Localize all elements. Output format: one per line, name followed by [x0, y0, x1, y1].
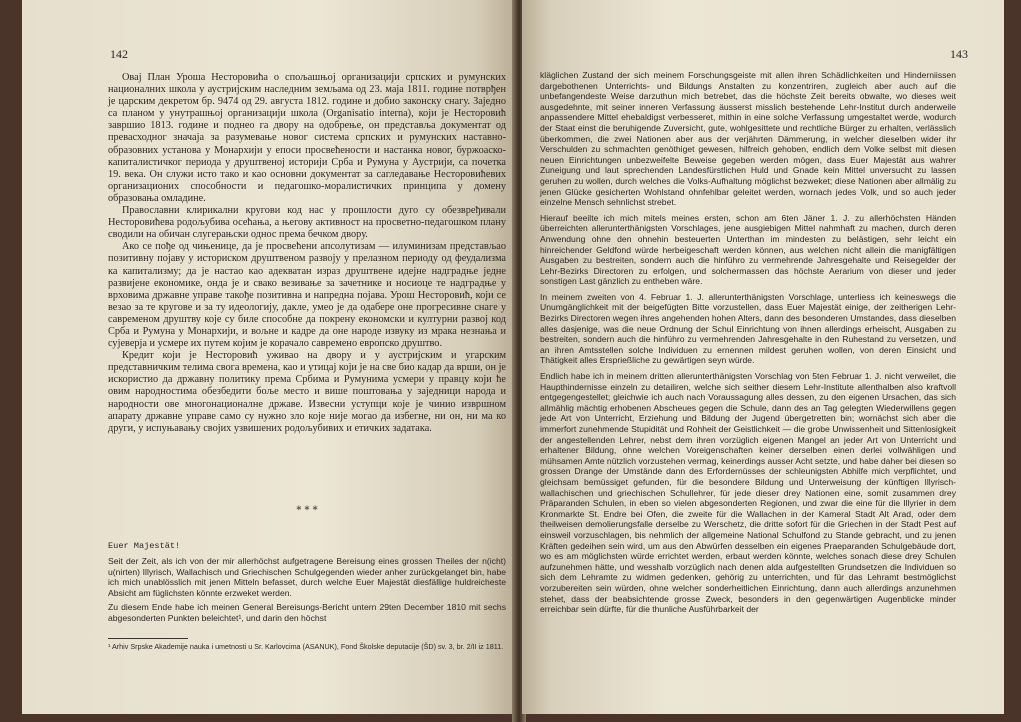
german-text-block	[108, 556, 506, 628]
paragraph: Seit der Zeit, als ich von der mir allerhöchst aufgetragene Bereisung eines grossen Theiles der n(icht) u(nirten) Illyrisch, Wallachisch und Griechischen Schulgegenden wieder anher zurückgelanget bin, habe ich mich unablösslich mit jenen Mitteln befasset, durch welche Euer Majestät diesfällige huldreicheste Absicht am füglichsten könnte erzweket werden.	[108, 556, 506, 598]
left-page	[22, 0, 516, 714]
paragraph: Овај План Уроша Несторовића о спољашњој организацији српских и румунских националних школа у аустријским наследним земљама од 23. маја 1811. године потврђен је царским декретом бр. 9474 од 29. августа 1812. године и добио законску снагу. Заједно са планом у унутрашњој организацији школа (Organisatio interna), који је Несторовић завршио 1813. године и поднео га двору на одобрење, он представља документат од превасходног значаја за разумевање новог система српских и румунских наставно-образовних установа у Монархији у епоси просвећености и настанка новог, буржоаско-капиталистичког периода у друштвеној историји Срба и Румуна у Аустрији, са почетка 19. века. Он служи исто тако и као основни документат за сагледавање Несторовићевих организационих способности и педагошко-моралистичких принципа у домену образовања омладине.	[108, 72, 506, 204]
section-separator: * * *	[296, 505, 318, 516]
paragraph: Zu diesem Ende habe ich meinen General Bereisungs-Bericht untern 29ten December 1810 mit sechs abgesonderten Punkten beleichtet¹, und darin den höchst	[108, 602, 506, 623]
footnote-rule	[108, 638, 188, 639]
page-number-left: 142	[110, 47, 128, 61]
paragraph: Кредит који је Несторовић уживао на двору и у аустријским и угарским представничким телима свога времена, као и утицај који је на све био кадар да врши, он је искористио да државну политику према Србима и Румунима усмери у правцу који ће овим народностима обезбедити боље место и више поштовања у заједници народа и народности ове многонационалне државе. Извесни уступци које је чинио извршном апарату државне управе само су нужно зло које није могао да избегне, ни он, ни ма ко други, у испуњавању својих узвишених родољубивих и етичких задатака.	[108, 350, 506, 434]
cyrillic-text-block	[108, 72, 506, 435]
german-text-block	[540, 70, 956, 620]
paragraph: Endlich habe ich in meinem dritten allerunterthänigsten Vorschlag von 5ten Februar 1. J. nicht verweilet, die Haupthindernisse einzeln zu detailiren, welche sich seither diesem Lehr-Institute allenthalben also kraftvoll entgegengestellet; gleichwie ich auch nach Voraussagung alles dessen, zu den eigenen Ursachen, das sich allmählig mächtig erhobenen Abscheues gegen die Schule, dann des an Tag gelegten Wiederwillens gegen jede Art von Unterricht, Erziehung und Bildung der Jugend übergetretten bin; wornächst sich aber die immerfort zunehmende Stupidität und Rohheit der Geistlichkeit — die grobe Unwissenheit und Sittenlosigkeit der angestellenden Lehrer, nebst dem ihren vorzüglich eigenen Mangel an jeder Art von Unterricht und erhaltener Bildung, ohne welchen Voreigenschaften keiner derselben einen derlei vollwähligen und mühsamen Amte nützlich vorzustehen vermag, keinerdings ausser Acht setzte, und habe daher bei diesen so grossen Drange der Umstände dann des Erfordernüsses der schleunigsten Abhilfe mich verpflichtet, und gleichsam bemüssiget gefunden, für die besondere Bildung und Unterweisung der künftigen Illyrisch-wallachischen und griechischen Schullehrer, für jede dieser drey Nationen eine, somit zusammen drey Präparanden Schulen, in eben so vielen abgesonderten Regionen, und zwar die eine für die Illyrier in dem Kronmarkte St. Endre bei Ofen, die zweite für die Wallachen in der Kameral Stadt Alt Arad, oder dem theilweisen demolierungsfalle derselbe zu Werschetz, die dritte sofort für die Griechen in der Stadt Pest auf einsweil vorzuschlagen, bis nehmlich der allgemeine National Schulfond zu Stande gebracht, und zu jenen Kräften gedeihen sein wird, um aus den Abwürfen desselben ein eigenes Praeparanden Schulgebäude dort, wo es am möglichsten würde errichtet werden, erbaut werden könnte, welches sonach diese drey Schulen aufzunehmen hätte, und wesshalb vorzüglich nach denen alda aufgestellten Grundsetzen die Individuen so sich dem Lehramte zu widmen gedenken, gehörig zu unterrichten, und für das Lehramt bestmöglichst vorzubereiten sein würden, ohne welcher sonderheitlichen Einrichtung, dann auch allerdings anzunehmen stehet, dass der beabsichtende grosse Zweck, besonders in den gegenwärtigen Augenblicke minder erreichbar sein dürfte, für die thunliche Ausführbarkeit der	[540, 371, 956, 615]
paragraph: Ако се пође од чињенице, да је просвећени апсолутизам — илуминизам представљао позитивну појаву у историском друштвеном развоју у прелазном периоду од феудализма ка капитализму; да је настао као адекватан израз друштвене идејне надградње једне развијене економике, онда је и свако везивање за зачетнике и носиоце те надградње у врховима државне управе такође позитивна и напредна појава. Урош Несторовић, који се везао за те кругове и за ту идеологију, дакле, умео је да одабере оне прогресивне снаге у савременом друштву које су биле способне да покрену економски и културни развој код Срба и Румуна у Монархији, и вољне и кадре да оне народе извуку из мрака незнања и сујеверја и усмере их путем којим је корачало савремено европско друштво.	[108, 241, 506, 350]
paragraph: Hierauf beeilte ich mich mitels meines ersten, schon am 6ten Jäner 1. J. zu allerhöchsten Händen überreichten allerunterthänigsten Vorschlages, jene ausgiebigen Mittel nahmhaft zu machen, durch deren Anwendung ohne den ohnehin besteuerten Unterthan im mindesten zu belästigen, sehr leicht ein hinreichender Geldfond würde herbeigeschaft werden können, aus welchen nicht allein die manigfältigen Ausgaben zu bestreiten, sondern auch die hinführo zu vermehrende Jahresgehalte und Reisegelder der Lehr-Bezirks Directoren zu erfolgen, und solchermassen das höchste Aerarium von dieser und jeder sonstigen Last gänzlich zu entheben wäre.	[540, 212, 956, 287]
paragraph: In meinem zweiten von 4. Februar 1. J. allerunterthänigsten Vorschlage, unterliess ich keineswegs die Unumgänglichkeit mit der beigefügten Bitte vorzustellen, dass Euer Majestät einige, der zeitherigen Lehr-Bezirks Directoren wegen ihres angehenden hohen Alters, dann des besonderen Umstandes, dass dieselben alles dasjenige, was die neue Ordnung der Schul Einrichtung von ihnen allerdings erheischt, Ausgaben zu bestreiten, sondern auch die hinführo zu vermehrenden Jahresgehalte in den Ruhestand zu versetzen, und an ihren Amtsstellen solche Individuen zu ernennen mildest geruhen wollen, von deren Einsicht und Thätigkeit alles Ersprießliche zu gewärtigen seyn würde.	[540, 291, 956, 366]
paragraph: Православни клирикални кругови код нас у прошлости дуго су обезвређивали Несторовићева родољубива осећања, а његову активност на просветно-педагошком плану сводили на обичан слугерањски однос према бечком двору.	[108, 205, 506, 241]
page-number-right: 143	[950, 47, 968, 61]
paragraph: kläglichen Zustand der sich meinem Forschungsgeiste mit allen ihren Schädlichkeiten und Hinderniissen dargebothenen Unterrichts- und Bildungs Anstalten zu konzentriren, zugleich aber auch auf die unbefangendeste Weise darzuthun mich betrebet, das die höchste Zeit bereits obwalte, wo dieses weit ausgedehnte, mit seiner inneren Verfassung äusserst misslich bestehende Lehr-Institut durch anderweile anpassendere Mittel ehebaldigst verbesseret, mithin in eine solche Verfassung umgestaltet werde, wodurch der Staat einst die beruhigende Zuversicht, gute, wohlgesittete und rechtliche Bürger zu erhalten, verlässlich überkommen, die zwei Nationen aber aus der verjährten Dämmerung, in welcher dieselben wider ihr Verschulden zu schmachten genöthiget gewesen, hilfreich gehoben, endlich dem Volke selbst mit diesen neuen Einrichtungen unbezweifelte Beweise gegeben werden mögen, dass Euer Majestät aus wahrer Zuneigung und laut sprechenden Landesfürstlichen Huld und Gnade kein Mittel unversucht zu lassen geruhen zu wollen, durch welches die Volks-Aufhaltung möglichst bezweket; diese Nationen aber allmälig zu jenen Glücke gesicherten Wohlstand ohnfehlbar geleitet werden, wornach jedes Volk, und so auch jeder einzelne Mensch sehnlichst strebet.	[540, 70, 956, 208]
right-page	[522, 0, 1004, 714]
salutation: Euer Majestät!	[108, 541, 181, 551]
footnote: ¹ Arhiv Srpske Akademije nauka i umetnosti u Sr. Karlovcima (ASANUK), Fond Školske deputacije (ŠD) sv. 3, br. 2/II iz 1811.	[108, 642, 504, 651]
